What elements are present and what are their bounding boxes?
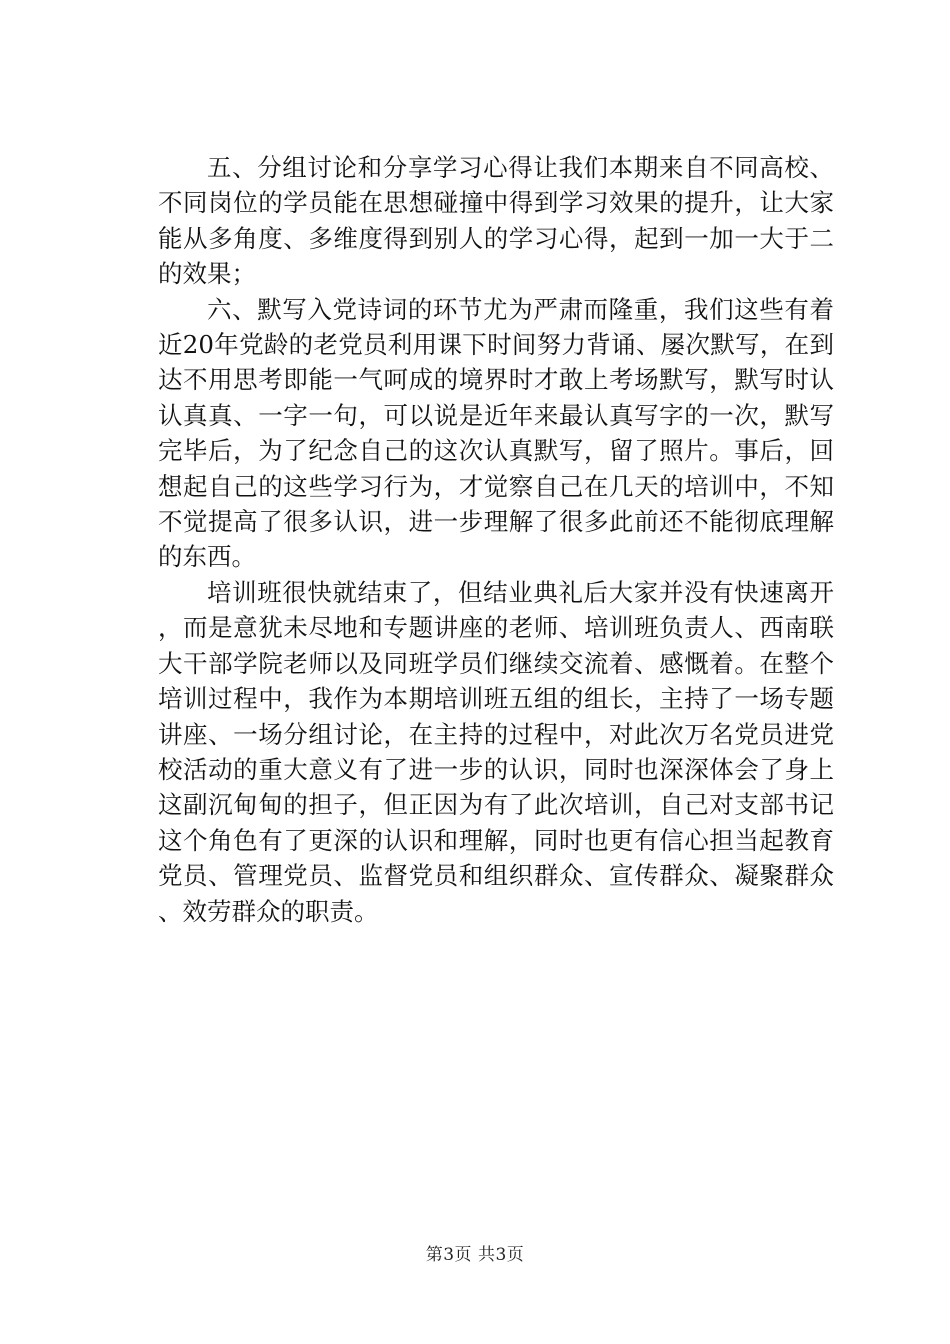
paragraph-5: 五、分组讨论和分享学习心得让我们本期来自不同高校、不同岗位的学员能在思想碰撞中得到学习效果的提升，让大家能从多角度、多维度得到别人的学习心得，起到一加一大于二的效果； (158, 153, 834, 289)
page-footer: 第3页 共3页 (425, 1245, 525, 1265)
document-body (158, 150, 834, 929)
paragraph-6: 六、默写入党诗词的环节尤为严肃而隆重，我们这些有着近20年党龄的老党员利用课下时间努力背诵、屡次默写，在到达不用思考即能一气呵成的境界时才敢上考场默写，默写时认认真真、一字一句，可以说是近年来最认真写字的一次，默写完毕后，为了纪念自己的这次认真默写，留了照片。事后，回想起自己的这些学习行为，才觉察自己在几天的培训中，不知不觉提高了很多认识，进一步理解了很多此前还不能彻底理解的东西。 (158, 294, 834, 572)
paragraph-conclusion: 培训班很快就结束了，但结业典礼后大家并没有快速离开，而是意犹未尽地和专题讲座的老师、培训班负责人、西南联大干部学院老师以及同班学员们继续交流着、感慨着。在整个培训过程中，我作为本期培训班五组的组长，主持了一场专题讲座、一场分组讨论，在主持的过程中，对此次万名党员进党校活动的重大意义有了进一步的认识，同时也深深体会了身上这副沉甸甸的担子，但正因为有了此次培训，自己对支部书记这个角色有了更深的认识和理解，同时也更有信心担当起教育党员、管理党员、监督党员和组织群众、宣传群众、凝聚群众、效劳群众的职责。 (158, 577, 834, 926)
